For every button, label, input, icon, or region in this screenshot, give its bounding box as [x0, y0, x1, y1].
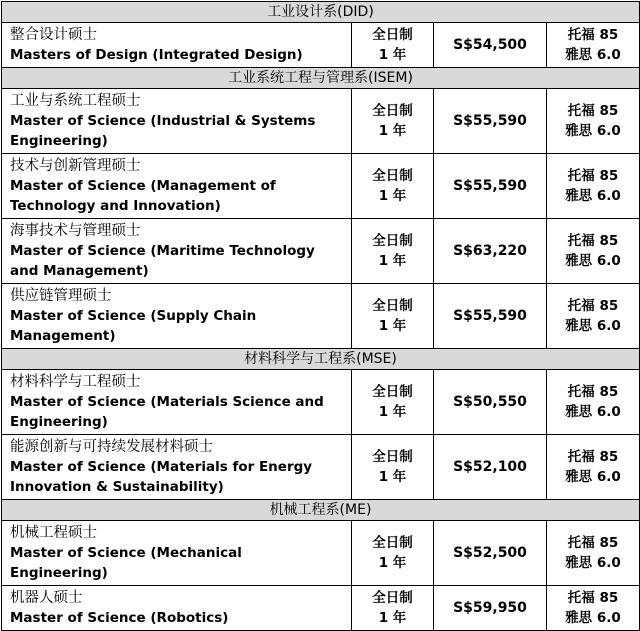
program-name-zh: 机器人硕士	[10, 590, 83, 606]
toefl-requirement: 托福 85	[567, 103, 619, 119]
tuition-fee: S$50,550	[434, 370, 547, 435]
section-header-row	[2, 349, 640, 370]
study-mode-cell	[352, 521, 434, 586]
study-mode-cell	[352, 284, 434, 349]
study-mode: 全日制	[372, 449, 413, 465]
language-requirement-cell	[547, 89, 640, 154]
language-requirement-cell	[547, 435, 640, 500]
program-name-cell	[2, 284, 352, 349]
tuition-fee: S$55,590	[434, 284, 547, 349]
language-requirement-cell	[547, 521, 640, 586]
section-title: 工业设计系(DID)	[2, 2, 640, 23]
study-mode-cell	[352, 435, 434, 500]
program-name-cell	[2, 154, 352, 219]
program-name-en: Master of Science (Robotics)	[10, 610, 229, 626]
tuition-fee: S$55,590	[434, 89, 547, 154]
ielts-requirement: 雅思 6.0	[565, 253, 621, 269]
tuition-fee: S$52,100	[434, 435, 547, 500]
duration: 1 年	[378, 469, 407, 485]
toefl-requirement: 托福 85	[567, 168, 619, 184]
table-row	[2, 89, 640, 154]
study-mode-cell	[352, 23, 434, 68]
program-name-cell	[2, 435, 352, 500]
toefl-requirement: 托福 85	[567, 27, 619, 43]
table-row	[2, 219, 640, 284]
program-table-body	[2, 2, 640, 631]
section-header-row	[2, 68, 640, 89]
table-row	[2, 370, 640, 435]
tuition-fee: S$55,590	[434, 154, 547, 219]
study-mode: 全日制	[372, 103, 413, 119]
program-name-zh: 整合设计硕士	[10, 27, 97, 43]
table-row	[2, 435, 640, 500]
language-requirement-cell	[547, 219, 640, 284]
program-name-zh: 工业与系统工程硕士	[10, 93, 141, 109]
ielts-requirement: 雅思 6.0	[565, 188, 621, 204]
duration: 1 年	[378, 555, 407, 571]
duration: 1 年	[378, 610, 407, 626]
study-mode: 全日制	[372, 298, 413, 314]
program-name-en: Masters of Design (Integrated Design)	[10, 47, 303, 63]
language-requirement-cell	[547, 154, 640, 219]
toefl-requirement: 托福 85	[567, 384, 619, 400]
study-mode-cell	[352, 89, 434, 154]
program-name-zh: 材料科学与工程硕士	[10, 374, 141, 390]
language-requirement-cell	[547, 23, 640, 68]
ielts-requirement: 雅思 6.0	[565, 123, 621, 139]
table-row	[2, 586, 640, 631]
program-name-cell	[2, 89, 352, 154]
study-mode: 全日制	[372, 168, 413, 184]
study-mode: 全日制	[372, 384, 413, 400]
ielts-requirement: 雅思 6.0	[565, 404, 621, 420]
program-name-en: Master of Science (Supply Chain Management)	[10, 308, 257, 344]
program-name-en: Master of Science (Management of Technology and Innovation)	[10, 178, 276, 214]
table-row	[2, 284, 640, 349]
program-name-cell	[2, 521, 352, 586]
ielts-requirement: 雅思 6.0	[565, 469, 621, 485]
duration: 1 年	[378, 253, 407, 269]
program-name-cell	[2, 23, 352, 68]
duration: 1 年	[378, 404, 407, 420]
program-table	[1, 1, 640, 631]
section-title: 材料科学与工程系(MSE)	[2, 349, 640, 370]
table-row	[2, 23, 640, 68]
study-mode-cell	[352, 219, 434, 284]
duration: 1 年	[378, 188, 407, 204]
study-mode: 全日制	[372, 233, 413, 249]
language-requirement-cell	[547, 586, 640, 631]
duration: 1 年	[378, 47, 407, 63]
program-name-zh: 能源创新与可持续发展材料硕士	[10, 439, 213, 455]
tuition-fee: S$59,950	[434, 586, 547, 631]
tuition-fee: S$52,500	[434, 521, 547, 586]
duration: 1 年	[378, 318, 407, 334]
study-mode-cell	[352, 586, 434, 631]
program-name-en: Master of Science (Materials Science and Engineering)	[10, 394, 324, 430]
ielts-requirement: 雅思 6.0	[565, 318, 621, 334]
table-row	[2, 521, 640, 586]
ielts-requirement: 雅思 6.0	[565, 610, 621, 626]
program-name-zh: 技术与创新管理硕士	[10, 158, 141, 174]
study-mode: 全日制	[372, 590, 413, 606]
toefl-requirement: 托福 85	[567, 233, 619, 249]
program-name-en: Master of Science (Industrial & Systems Engineering)	[10, 113, 316, 149]
study-mode: 全日制	[372, 535, 413, 551]
ielts-requirement: 雅思 6.0	[565, 47, 621, 63]
tuition-fee: S$63,220	[434, 219, 547, 284]
study-mode-cell	[352, 154, 434, 219]
study-mode-cell	[352, 370, 434, 435]
program-name-zh: 供应链管理硕士	[10, 288, 112, 304]
toefl-requirement: 托福 85	[567, 449, 619, 465]
study-mode: 全日制	[372, 27, 413, 43]
program-name-cell	[2, 586, 352, 631]
program-name-cell	[2, 219, 352, 284]
toefl-requirement: 托福 85	[567, 535, 619, 551]
table-row	[2, 154, 640, 219]
tuition-fee: S$54,500	[434, 23, 547, 68]
program-name-en: Master of Science (Maritime Technology and Management)	[10, 243, 315, 279]
ielts-requirement: 雅思 6.0	[565, 555, 621, 571]
program-name-zh: 机械工程硕士	[10, 525, 97, 541]
duration: 1 年	[378, 123, 407, 139]
program-name-en: Master of Science (Mechanical Engineering)	[10, 545, 242, 581]
section-header-row	[2, 500, 640, 521]
toefl-requirement: 托福 85	[567, 298, 619, 314]
language-requirement-cell	[547, 284, 640, 349]
section-title: 机械工程系(ME)	[2, 500, 640, 521]
section-title: 工业系统工程与管理系(ISEM)	[2, 68, 640, 89]
program-name-cell	[2, 370, 352, 435]
program-name-zh: 海事技术与管理硕士	[10, 223, 141, 239]
language-requirement-cell	[547, 370, 640, 435]
section-header-row	[2, 2, 640, 23]
program-name-en: Master of Science (Materials for Energy Innovation & Sustainability)	[10, 459, 313, 495]
toefl-requirement: 托福 85	[567, 590, 619, 606]
